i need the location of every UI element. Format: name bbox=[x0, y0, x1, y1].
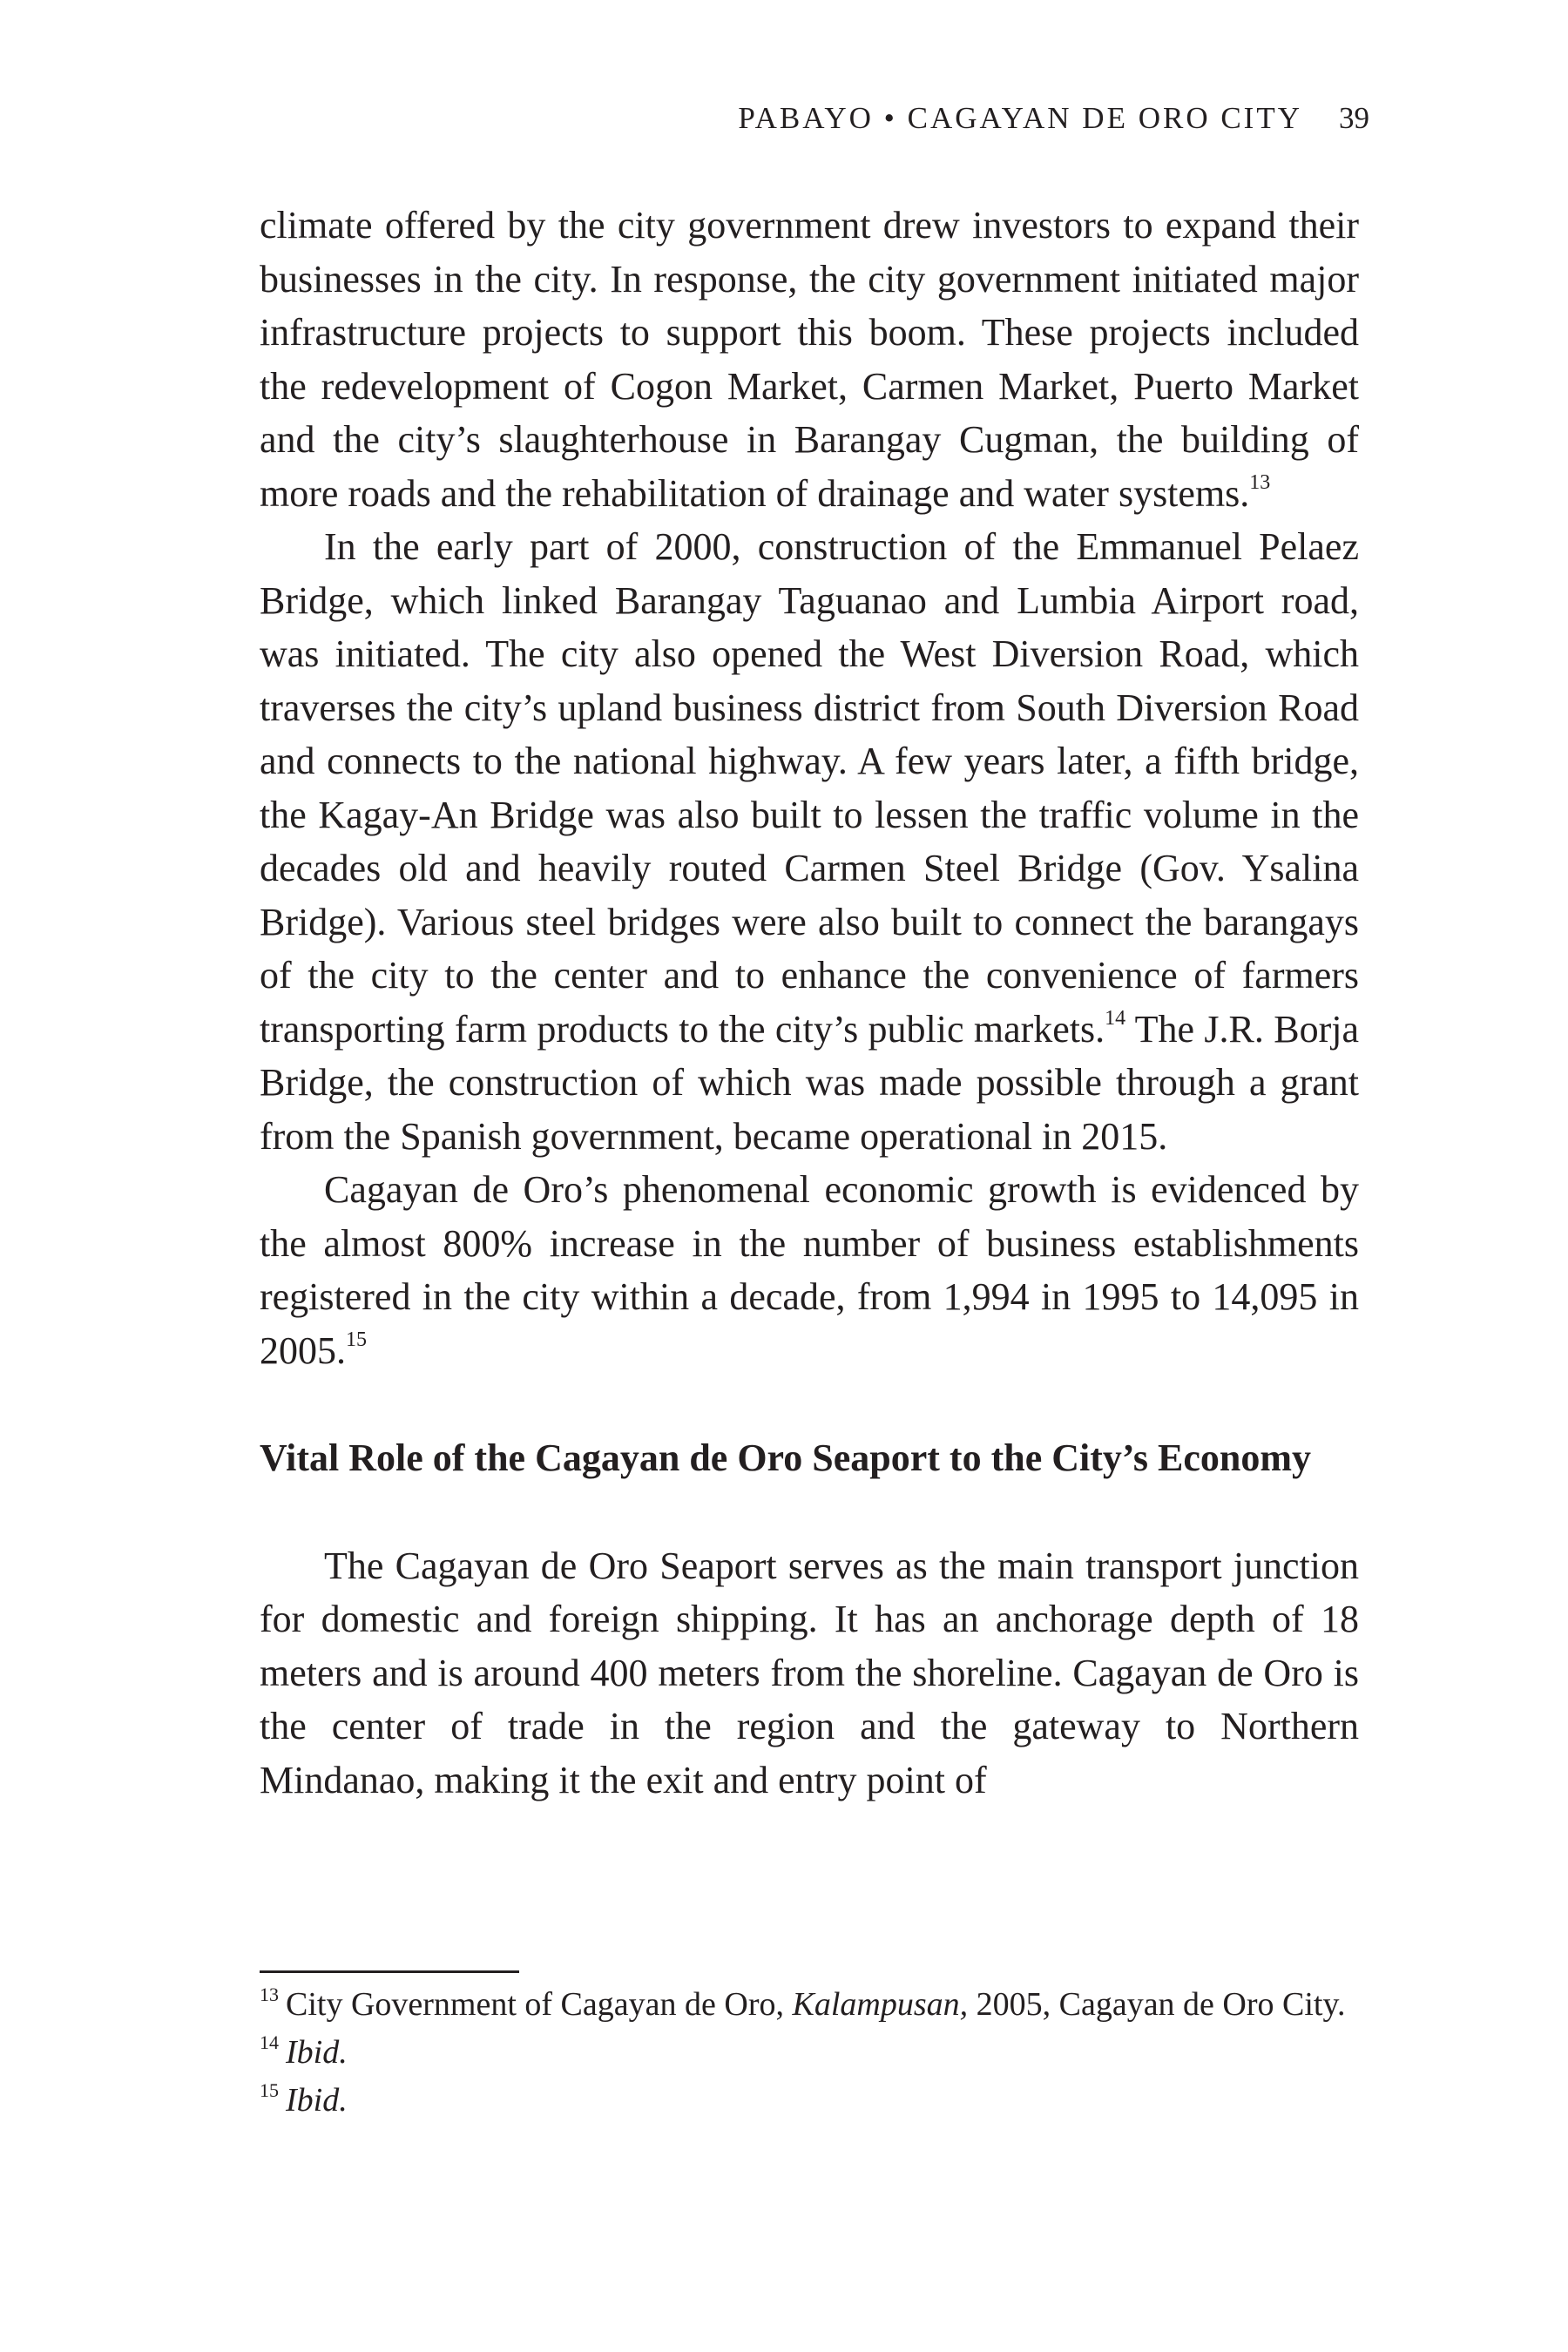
footnote-divider bbox=[260, 1970, 519, 1973]
footnote-13-title: Kalampusan, bbox=[792, 1986, 969, 2023]
footnote-15-number: 15 bbox=[260, 2079, 279, 2101]
footnote-ref-13: 13 bbox=[1249, 470, 1271, 494]
paragraph-1-text: climate offered by the city government drew investors to expand their businesses in the city. In response, the city government initiated major infrastructure projects to support this boom. These projects included the redevelopment of Cogon Market, Carmen Market, Puerto Market and the city’s slaughterhouse in Barangay Cugman, the building of more roads and the rehabilitation of drainage and water systems. bbox=[260, 204, 1359, 515]
paragraph-2 bbox=[260, 520, 1359, 1163]
footnote-14-number: 14 bbox=[260, 2031, 279, 2053]
running-head bbox=[738, 103, 1369, 133]
section-heading: Vital Role of the Cagayan de Oro Seaport to the City’s Economy bbox=[260, 1436, 1312, 1479]
paragraph-3 bbox=[260, 1163, 1359, 1377]
footnote-13 bbox=[260, 1981, 1359, 2029]
footnote-13-number: 13 bbox=[260, 1984, 279, 2005]
paragraph-2-text-a: In the early part of 2000, construction of the Emmanuel Pelaez Bridge, which linked Barangay Taguanao and Lumbia Airport road, was initiated. The city also opened the West Diversion Road, which traverses the city’s upland business district from South Diversion Road and connects to the national highway. A few years later, a fifth bridge, the Kagay-An Bridge was also built to lessen the traffic volume in the decades old and heavily routed Carmen Steel Bridge (Gov. Ysalina Bridge). Various steel bridges were also built to connect the barangays of the city to the center and to enhance the convenience of farmers transporting farm products to the city’s public markets. bbox=[260, 525, 1359, 1051]
paragraph-2-text-b: The J.R. Borja Bridge, the construction of which was made possible through a grant from the Spanish government, became operational in 2015. bbox=[260, 1007, 1359, 1158]
footnote-13-text-before: City Government of Cagayan de Oro, bbox=[286, 1986, 793, 2023]
footnote-13-text-after: 2005, Cagayan de Oro City. bbox=[968, 1986, 1346, 2023]
paragraph-4 bbox=[260, 1539, 1359, 1808]
footnote-ref-15: 15 bbox=[346, 1328, 367, 1351]
running-title: PABAYO • CAGAYAN DE ORO CITY bbox=[738, 101, 1302, 135]
footnote-14-text: Ibid. bbox=[286, 2034, 348, 2071]
footnote-14 bbox=[260, 2029, 1359, 2077]
footnotes bbox=[260, 1981, 1359, 2125]
footnote-15-text: Ibid. bbox=[286, 2082, 348, 2119]
paragraph-3-text: Cagayan de Oro’s phenomenal economic growth is evidenced by the almost 800% increase in the number of business establishments registered in the city within a decade, from 1,994 in 1995 to 14,095 in 2005. bbox=[260, 1168, 1359, 1372]
footnote-ref-14: 14 bbox=[1105, 1006, 1126, 1030]
paragraph-1 bbox=[260, 199, 1359, 520]
page-number: 39 bbox=[1339, 101, 1369, 135]
paragraph-4-text: The Cagayan de Oro Seaport serves as the main transport junction for domestic and foreign shipping. It has an anchorage depth of 18 meters and is around 400 meters from the shoreline. Cagayan de Oro is the center of trade in the region and the gateway to Northern Mindanao, making it the exit and entry point of bbox=[260, 1544, 1359, 1801]
body-text bbox=[260, 199, 1359, 1807]
footnote-15 bbox=[260, 2077, 1359, 2125]
